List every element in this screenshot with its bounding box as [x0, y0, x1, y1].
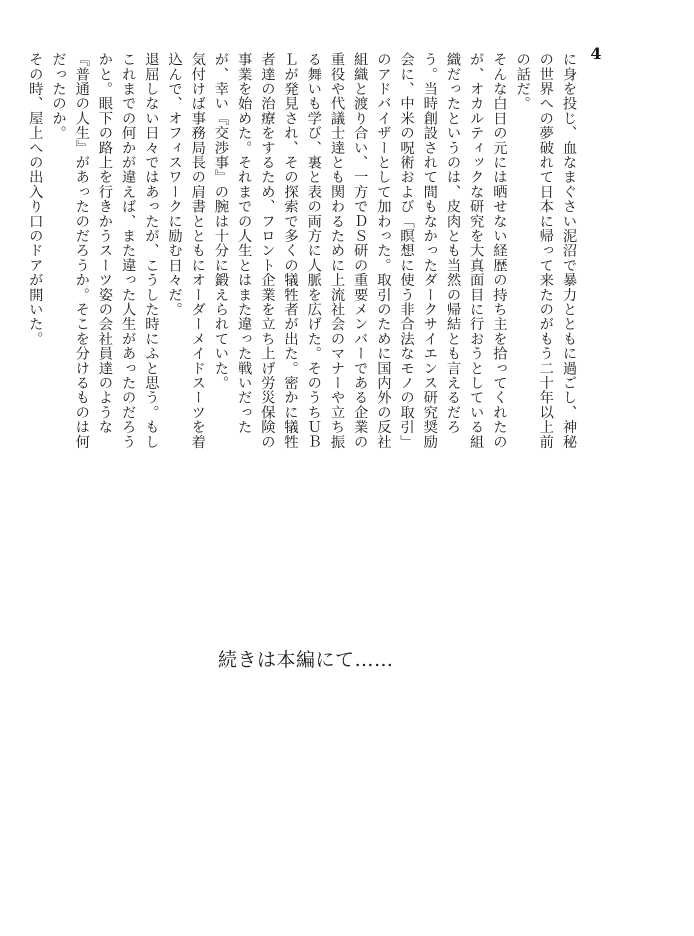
paragraph-5: その時、屋上への出入り口のドアが開いた。 [27, 52, 44, 346]
continued-note: 続きは本編にて…… [218, 649, 394, 671]
paragraph-3: 気付けば事務局長の肩書とともにオーダーメイドスーツを着込んで、オフィスワークに励む日々だ。 [166, 52, 206, 449]
body-text [23, 52, 580, 452]
paragraph-2: そんな白日の元には晒せない経歴の持ち主を拾ってくれたのが、オカルティックな研究を大真面目に行おうとしている組織だったというのは、皮肉とも当然の帰結とも言えるだろう。当時創設されて間もなかったダークサイエンス研究奨励会に、中米の呪術および「瞑想に使う非合法なモノの取引」のアドバイザーとして加わった。取引のために国内外の反社組織と渡り合い、一方でＤＳ研の重要メンバーである企業の重役や代議士達とも関わるために上流社会のマナーや立ち振る舞いも学び、裏と表の両方に人脈を広げた。そのうちＵＢＬが発見され、その探索で多くの犠牲者が出た。密かに犠牲者達の治療をするため、フロント企業を立ち上げ労災保険の事業を始めた。それまでの人生とはまた違った戦いだったが、幸い『交渉事』の腕は十分に鍛えられていた。 [212, 52, 508, 449]
page-number: 4 [590, 44, 602, 63]
paragraph-1: に身を投じ、血なまぐさい泥沼で暴力とともに過ごし、神秘の世界への夢破れて日本に帰って来たのがもう二十年以上前の話だ。 [514, 52, 577, 449]
paragraph-4: 退屈しない日々ではあったが、こうした時にふと思う。もしこれまでの何かが違えば、また違った人生があったのだろうかと。眼下の路上を行きかうスーツ姿の会社員達のような『普通の人生』があったのだろうか。そこを分けるものは何だったのか。 [50, 52, 160, 449]
